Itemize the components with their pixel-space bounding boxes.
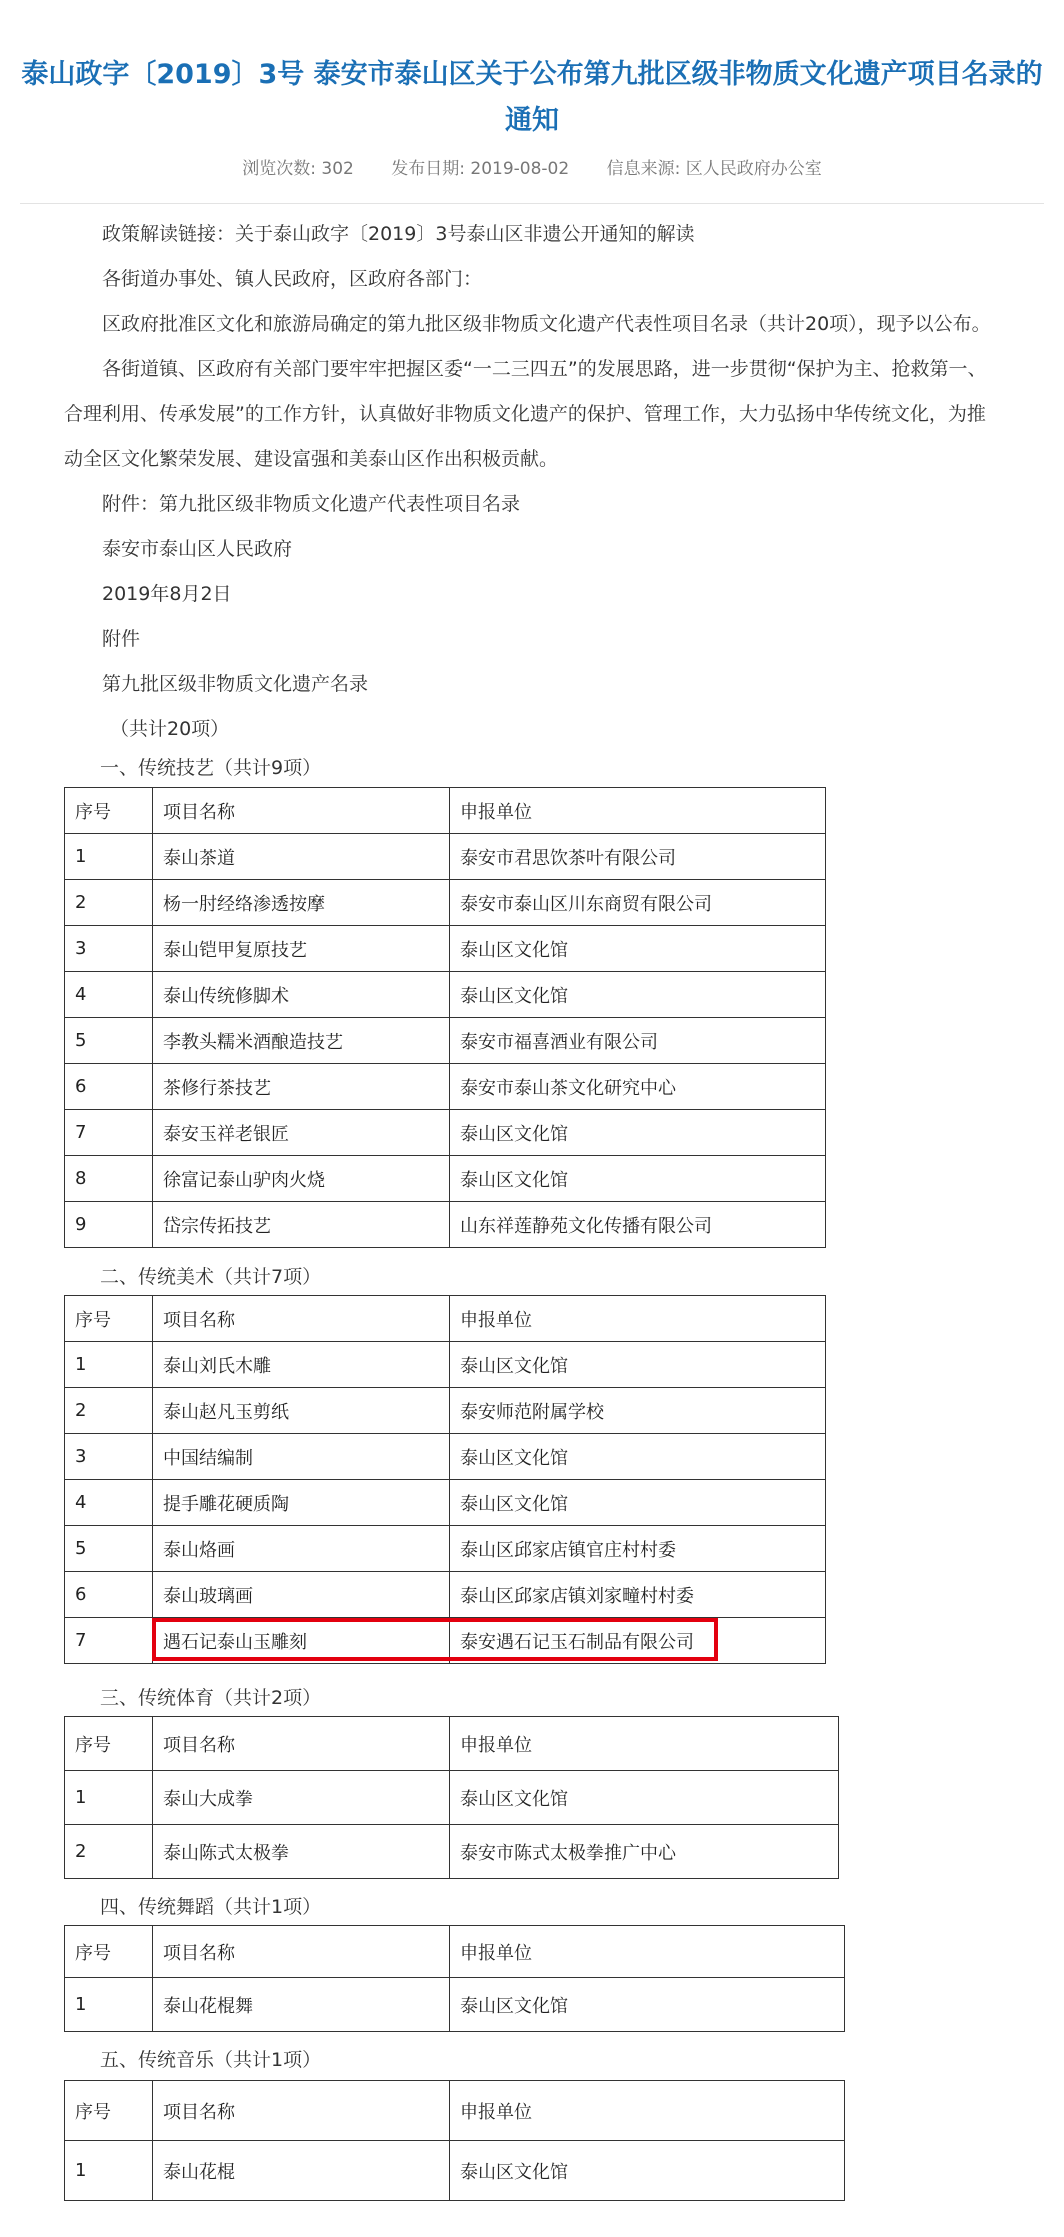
table-row: 3 中国结编制 泰山区文化馆 (65, 1434, 826, 1480)
table-row: 5 泰山烙画 泰山区邱家店镇官庄村村委 (65, 1526, 826, 1572)
table-traditional-dance (64, 1925, 845, 2032)
title-divider (20, 203, 1044, 204)
list-count: （共计20项） (110, 718, 230, 740)
table-traditional-art (64, 1295, 826, 1664)
table-row: 9 岱宗传拓技艺 山东祥莲静苑文化传播有限公司 (65, 1202, 826, 1248)
table-row: 1 泰山大成拳 泰山区文化馆 (65, 1771, 839, 1825)
table-row: 2 泰山赵凡玉剪纸 泰安师范附属学校 (65, 1388, 826, 1434)
table-header-row: 序号 项目名称 申报单位 (65, 1926, 845, 1978)
view-count: 浏览次数: 302 (242, 159, 354, 179)
article-body (64, 212, 996, 752)
table-row: 6 茶修行茶技艺 泰安市泰山茶文化研究中心 (65, 1064, 826, 1110)
page-title: 泰山政字〔2019〕3号 泰安市泰山区关于公布第九批区级非物质文化遗产项目名录的通知 (21, 59, 1043, 136)
section-heading: 二、传统美术（共计7项） (100, 1266, 322, 1288)
table-row: 7 泰安玉祥老银匠 泰山区文化馆 (65, 1110, 826, 1156)
policy-link[interactable]: 政策解读链接：关于泰山政字〔2019〕3号泰山区非遗公开通知的解读 (102, 223, 695, 245)
table-row: 6 泰山玻璃画 泰山区邱家店镇刘家疃村村委 (65, 1572, 826, 1618)
table-row: 1 泰山花棍舞 泰山区文化馆 (65, 1978, 845, 2032)
section-heading: 五、传统音乐（共计1项） (100, 2049, 322, 2071)
table-row: 5 李教头糯米酒酿造技艺 泰安市福喜酒业有限公司 (65, 1018, 826, 1064)
table-header-row: 序号 项目名称 申报单位 (65, 1717, 839, 1771)
info-source: 信息来源: 区人民政府办公室 (606, 159, 822, 179)
publish-date: 发布日期: 2019-08-02 (391, 159, 570, 179)
table-row: 1 泰山刘氏木雕 泰山区文化馆 (65, 1342, 826, 1388)
table-header-row: 序号 项目名称 申报单位 (65, 788, 826, 834)
table-row: 1 泰山花棍 泰山区文化馆 (65, 2141, 845, 2201)
list-title: 第九批区级非物质文化遗产名录 (102, 673, 369, 695)
highlight-box (152, 1618, 718, 1661)
signature-date: 2019年8月2日 (102, 583, 232, 605)
section-heading: 三、传统体育（共计2项） (100, 1687, 322, 1709)
table-row: 4 提手雕花硬质陶 泰山区文化馆 (65, 1480, 826, 1526)
section-heading: 四、传统舞蹈（共计1项） (100, 1896, 322, 1918)
salutation: 各街道办事处、镇人民政府，区政府各部门： (102, 268, 483, 290)
table-row: 8 徐富记泰山驴肉火烧 泰山区文化馆 (65, 1156, 826, 1202)
body-paragraph: 各街道镇、区政府有关部门要牢牢把握区委“一二三四五”的发展思路，进一步贯彻“保护为主、抢救第一、合理利用、传承发展”的工作方针，认真做好非物质文化遗产的保护、管理工作，大力弘扬中华传统文化，为推动全区文化繁荣发展、建设富强和美泰山区作出积极贡献。 (64, 358, 987, 470)
section-heading: 一、传统技艺（共计9项） (100, 757, 322, 779)
signature-org: 泰安市泰山区人民政府 (102, 538, 293, 560)
table-row: 4 泰山传统修脚术 泰山区文化馆 (65, 972, 826, 1018)
attachment-label: 附件 (102, 628, 141, 650)
table-row: 2 杨一肘经络渗透按摩 泰安市泰山区川东商贸有限公司 (65, 880, 826, 926)
table-header-row: 序号 项目名称 申报单位 (65, 1296, 826, 1342)
table-row: 3 泰山铠甲复原技艺 泰山区文化馆 (65, 926, 826, 972)
table-traditional-sports (64, 1716, 839, 1879)
table-row: 1 泰山茶道 泰安市君思饮茶叶有限公司 (65, 834, 826, 880)
table-header-row: 序号 项目名称 申报单位 (65, 2081, 845, 2141)
table-traditional-music (64, 2080, 845, 2201)
table-row: 7 遇石记泰山玉雕刻 泰安遇石记玉石制品有限公司 (65, 1618, 826, 1664)
table-traditional-crafts (64, 787, 826, 1248)
article-meta (0, 154, 1064, 179)
attachment-link[interactable]: 附件：第九批区级非物质文化遗产代表性项目名录 (102, 493, 521, 515)
body-paragraph: 区政府批准区文化和旅游局确定的第九批区级非物质文化遗产代表性项目名录（共计20项），现予以公布。 (102, 313, 991, 335)
table-row: 2 泰山陈式太极拳 泰安市陈式太极拳推广中心 (65, 1825, 839, 1879)
